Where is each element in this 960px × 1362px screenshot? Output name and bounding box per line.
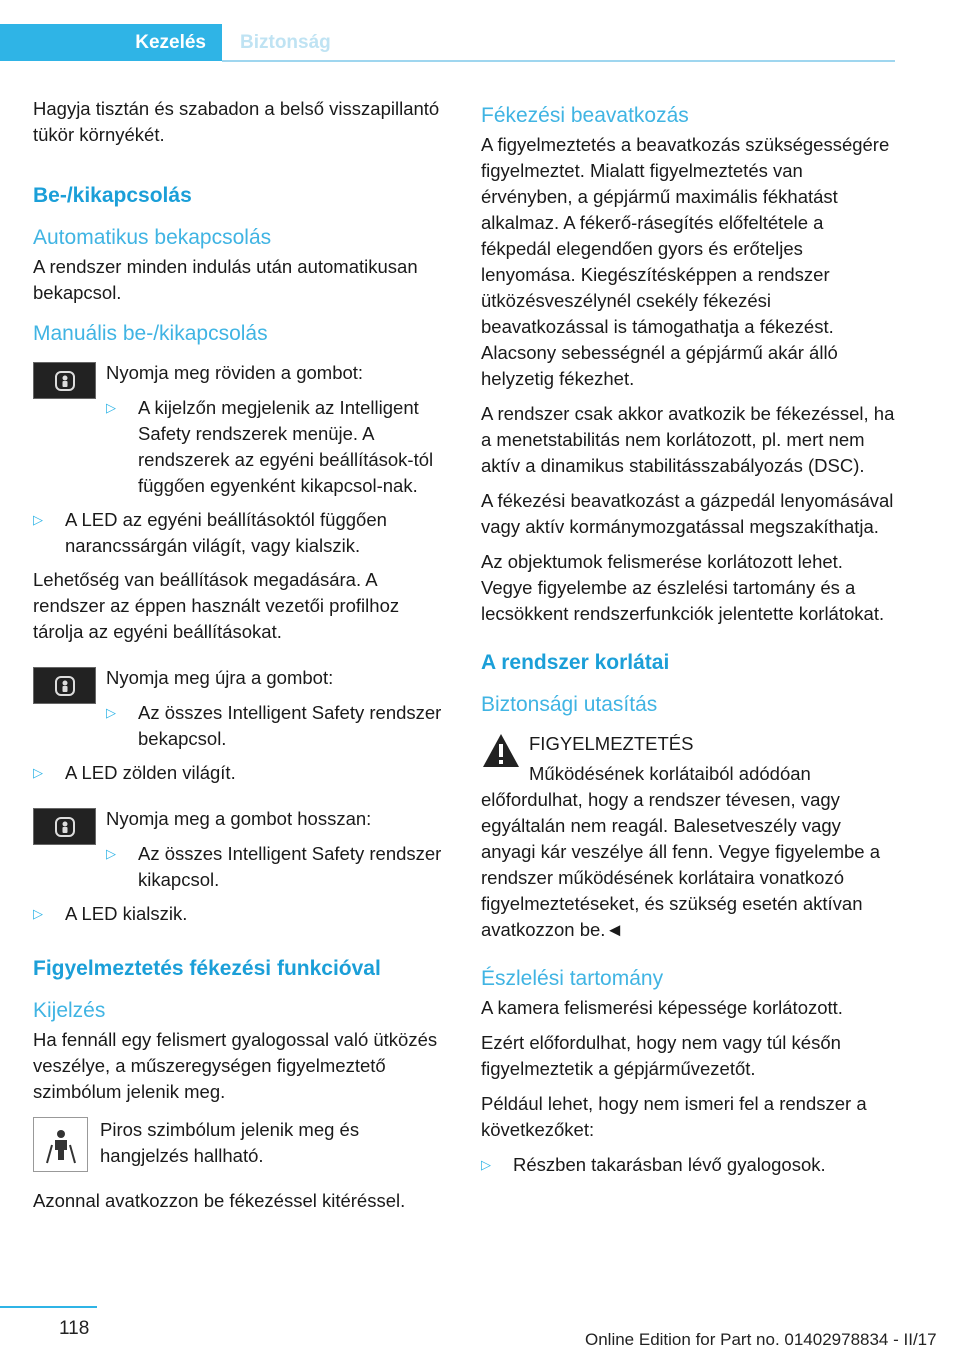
left-column (33, 96, 449, 1223)
range-text-3: Például lehet, hogy nem ismeri fel a rendszer a következőket: (481, 1093, 867, 1140)
heading-auto-on: Automatikus bekapcsolás (33, 226, 272, 249)
step-press-again (33, 665, 449, 760)
range-text-1: A kamera felismerési képessége korlátozott. (481, 997, 843, 1018)
step2-bullet: ▷ Az összes Intelligent Safety rendszer bekapcsol. (106, 700, 449, 752)
heading-on-off: Be-/kikapcsolás (33, 184, 192, 207)
heading-manual: Manuális be-/kikapcsolás (33, 322, 268, 345)
triangle-bullet-icon: ▷ (106, 400, 116, 415)
step-long-press (33, 806, 449, 901)
triangle-bullet-icon: ▷ (106, 705, 116, 720)
triangle-bullet-icon: ▷ (33, 512, 43, 527)
step2-text: Nyomja meg újra a gombot: (106, 667, 334, 688)
heading-limits: A rendszer korlátai (481, 651, 670, 674)
heading-range: Észlelési tartomány (481, 967, 664, 990)
step-short-press (33, 360, 449, 507)
warning-triangle-icon (481, 731, 521, 771)
brake-text: Azonnal avatkozzon be fékezéssel kitéréssel. (33, 1190, 406, 1211)
heading-safety: Biztonsági utasítás (481, 693, 658, 716)
tab-divider (222, 60, 895, 62)
page-number: 118 (59, 1318, 90, 1339)
red-symbol-text: Piros szimbólum jelenik meg és hangjelzés hallható. (100, 1119, 360, 1166)
settings-text: Lehetőség van beállítások megadására. A rendszer az éppen használt vezetői profilhoz tárolja az egyéni beállításokat. (33, 569, 400, 642)
tab-biztonsag[interactable]: Biztonság (240, 32, 331, 53)
triangle-bullet-icon: ▷ (33, 765, 43, 780)
range-bullet: ▷ Részben takarásban lévő gyalogosok. (481, 1152, 897, 1178)
heading-intervention: Fékezési beavatkozás (481, 104, 689, 127)
step3-text: Nyomja meg a gombot hosszan: (106, 808, 372, 829)
tab-kezeles[interactable]: Kezelés (0, 24, 222, 61)
range-text-2: Ezért előfordulhat, hogy nem vagy túl későn figyelmeztetik a gépjárművezetőt. (481, 1032, 841, 1079)
chapter-tabs (0, 24, 895, 61)
safety-button-icon (33, 362, 96, 399)
safety-button-icon (33, 808, 96, 845)
auto-on-text: A rendszer minden indulás után automatikusan bekapcsol. (33, 256, 418, 303)
intervention-text-2: A rendszer csak akkor avatkozik be fékezéssel, ha a menetstabilitás nem korlátozott, pl. mert nem aktív a dinamikus stabilitásszabályozás (DSC). (481, 403, 895, 476)
triangle-bullet-icon: ▷ (481, 1157, 491, 1172)
step1-text: Nyomja meg röviden a gombot: (106, 362, 364, 383)
heading-warning-function: Figyelmeztetés fékezési funkcióval (33, 957, 381, 980)
edition-label: Online Edition for Part no. 01402978834 - II/17 (585, 1330, 937, 1349)
intervention-text-1: A figyelmeztetés a beavatkozás szükségességére figyelmeztet. Mialatt figyelmeztetés van érvényben, a gépjármű maximális fékhatást alkalmaz. A fékerő-rásegítés előfeltétele a fékpedál elegendően gyors és erőteljes lenyomása. Kiegészítésképpen a rendszer ütközésveszélynél csekély fékezési beavatkozással is támogathatja a fékezést. Alacsony sebességnél a gépjármű akár álló helyzetig fékezhet. (481, 134, 890, 389)
footer-line (0, 1306, 97, 1308)
intro-text: Hagyja tisztán és szabadon a belső visszapillantó tükör környékét. (33, 98, 440, 145)
safety-button-icon (33, 667, 96, 704)
triangle-bullet-icon: ▷ (106, 846, 116, 861)
warning-title: FIGYELMEZTETÉS (529, 733, 694, 754)
triangle-bullet-icon: ▷ (33, 906, 43, 921)
right-column (481, 96, 897, 1186)
pedestrian-warning-icon (33, 1117, 88, 1172)
warning-text: Működésének korlátaiból adódóan előfordulhat, hogy a rendszer tévesen, vagy egyáltalán nem reagál. Balesetveszély vagy anyagi kár veszélye áll fenn. Vegye figyelembe a rendszer működésének korlátaira vonatkozó figyelmeztetéseket, és szükség esetén aktívan avatkozzon be.◄ (481, 763, 881, 940)
step2-led-bullet: ▷ A LED zölden világít. (33, 760, 449, 786)
intervention-text-3: A fékezési beavatkozást a gázpedál lenyomásával vagy aktív kormánymozgatással megszakíthatja. (481, 490, 894, 537)
red-symbol-row (33, 1117, 449, 1178)
intervention-text-4: Az objektumok felismerése korlátozott lehet. Vegye figyelembe az észlelési tartomány és a lecsökkent rendszerfunkciók jelentette korlátokat. (481, 551, 885, 624)
heading-display: Kijelzés (33, 999, 106, 1022)
step1-led-bullet: ▷ A LED az egyéni beállításoktól függően narancssárgán világít, vagy kialszik. (33, 507, 449, 559)
display-text: Ha fennáll egy felismert gyalogossal való ütközés veszélye, a műszeregységen figyelmeztető szimbólum jelenik meg. (33, 1029, 438, 1102)
step3-led-bullet: ▷ A LED kialszik. (33, 901, 449, 927)
step3-bullet: ▷ Az összes Intelligent Safety rendszer kikapcsol. (106, 841, 449, 893)
step1-bullet: ▷ A kijelzőn megjelenik az Intelligent Safety rendszerek menüje. A rendszerek az egyéni beállítások-tól függően egyenként kikapcsol-nak. (106, 395, 449, 499)
